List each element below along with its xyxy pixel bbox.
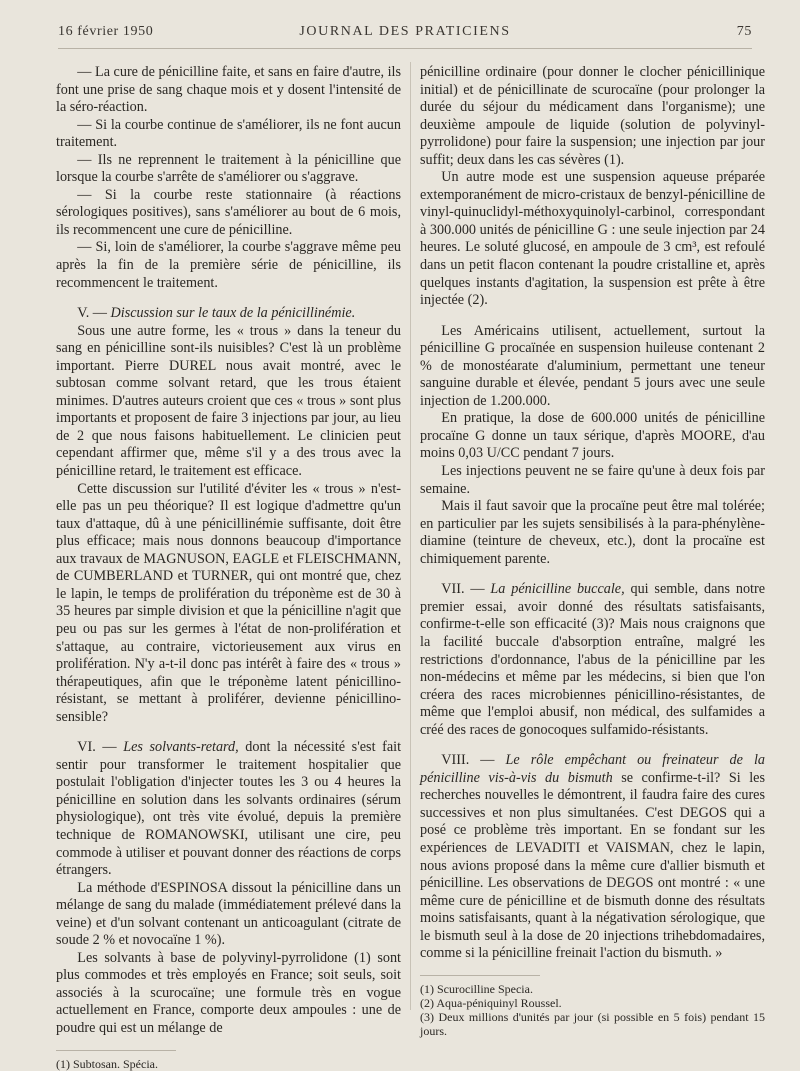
paragraph: — Si la courbe reste stationnaire (à réactions sérologiques positives), sans s'améliorer au bout de 6 mois, ils recommencent une cure de pénicilline. (56, 186, 401, 238)
header-journal-title: JOURNAL DES PRATICIENS (299, 24, 511, 39)
header-date: 16 février 1950 (58, 24, 154, 39)
section-number: VI. — (77, 739, 117, 756)
paragraph: Cette discussion sur l'utilité d'éviter les « trous » n'est-elle pas un peu théorique? Il est logique d'admettre qu'un taux d'attaque, dû à une pénicillinémie suffisante, doit être plus efficace; mais nous donnons beaucoup d'importance aux travaux de MAGNUSON, EAGLE et FLEISCHMANN, de CUMBERLAND et TURNER, qui ont montré que, chez le lapin, le temps de prolifération du tréponème est de 30 à 35 heures par simple division et que la pénicilline n'agit que peu ou pas sur les germes à l'état de non-prolifération et s'attaque, au contraire, victorieusement aux virus en prolifération. N'y a-t-il donc pas intérêt à faire des « trous » thérapeutiques, afin que le tréponème latent pénicillino-résistant, se mettant à proliférer, devienne pénicillino-sensible? (56, 480, 401, 725)
section-text: se confirme-t-il? Si les recherches nouvelles le démontrent, il faudra faire des cures successives et non plus simultanées. C'est DEGOS qui a posé ce problème très important. En se fondant sur les expériences de LEVADITI et VAISMAN, chez le lapin, nous avions proposé dans la même cure d'allier bismuth et pénicilline. Les observations de DEGOS ont montré : « une même cure de pénicilline et de bismuth donne des résultats moins satisfaisants, quant à la négativation sérologique, que le bismuth seul à la dose de 20 injections trihebdomadaires, comme si la pénicilline freinait l'action du bismuth. » (420, 769, 765, 962)
right-column (420, 64, 765, 1038)
paragraph: Un autre mode est une suspension aqueuse préparée extemporanément de micro-cristaux de benzyl-pénicilline de vinyl-quinuclidyl-méthoxyquinolyl-carbinol, correspondant à 300.000 unités de pénicilline G : une seule injection par 24 heures. Le soluté glucosé, en ampoule de 3 cm³, est refoulé dans un petit flacon contenant la poudre cristalline et, après quelques instants d'agitation, la suspension est prête à être injectée (2). (420, 169, 765, 309)
paragraph: Les injections peuvent ne se faire qu'une à deux fois par semaine. (420, 463, 765, 497)
section-title: Discussion sur le taux de la pénicillinémie. (110, 305, 356, 322)
paragraph: Les solvants à base de polyvinyl-pyrrolidone (1) sont plus commodes et très employés en France; soit seuls, soit associés à la scurocaïne; une formule très en vogue actuellement en France, comporte deux ampoules : une de poudre qui est un mélange de (56, 949, 401, 1036)
footnote: (2) Aqua-péniquinyl Roussel. (420, 995, 562, 1010)
section-text: qui semble, dans notre premier essai, avoir donné des résultats satisfaisants, confirme-t-elle son efficacité (3)? Mais nous craignons que la facilité buccale d'absorption entraîne, malgré les restrictions d'ordonnance, l'abus de la pénicilline par les non-médecins et même par les médecins, si bien que l'on créera des races microbiennes pénicillino-résistantes, de même que l'emploi abusif, non médical, des sulfamides a créé des races de gonocoques sulfamido-résistants. (420, 581, 766, 738)
footnote-rule (420, 975, 540, 976)
section-heading-v (56, 305, 401, 323)
section-vi (56, 739, 401, 879)
header-page-number: 75 (736, 24, 752, 39)
section-number: VIII. — (441, 752, 495, 769)
column-divider (410, 62, 411, 1010)
section-number: VII. — (441, 581, 485, 598)
paragraph: En pratique, la dose de 600.000 unités de pénicilline procaïne G donne un taux sérique, d'après MOORE, d'au moins 0,03 U/CC pendant 7 jours. (420, 410, 765, 462)
running-header (58, 20, 752, 46)
paragraph: La méthode d'ESPINOSA dissout la pénicilline dans un mélange de sang du malade (immédiatement prélevé dans la veine) et d'un solvant contenant un anticoagulant (citrate de soude 2 % et novocaïne 1 %). (56, 879, 401, 949)
paragraph: — Si la courbe continue de s'améliorer, ils ne font aucun traitement. (56, 116, 401, 151)
section-number: V. — (77, 305, 107, 322)
footnote-rule (56, 1050, 176, 1051)
paragraph: — Ils ne reprennent le traitement à la pénicilline que lorsque la courbe s'arrête de s'améliorer ou s'aggrave. (56, 151, 401, 186)
paragraph: Les Américains utilisent, actuellement, surtout la pénicilline G procaïnée en suspension huileuse contenant 2 % de monostéarate d'aluminium, permettant une teneur sanguine durable et élevée, pendant 5 jours avec une seule injection de 1.200.000. (420, 322, 765, 409)
footnote: (3) Deux millions d'unités par jour (si possible en 5 fois) pendant 15 jours. (420, 1009, 765, 1038)
paragraph: Mais il faut savoir que la procaïne peut être mal tolérée; en particulier par les sujets sensibilisés à la para-phénylène-diamine (teinture de cheveux, etc.), dont la procaïne est chimiquement parente. (420, 498, 765, 567)
paragraph: — Si, loin de s'améliorer, la courbe s'aggrave même peu après la fin de la première série de pénicilline, ils recommencent le traitement. (56, 239, 401, 291)
paragraph: — La cure de pénicilline faite, et sans en faire d'autre, ils font une prise de sang chaque mois et y dosent l'intensité de la séro-réaction. (56, 64, 401, 116)
section-title: La pénicilline buccale, (490, 581, 625, 598)
paragraph: Sous une autre forme, les « trous » dans la teneur du sang en pénicilline sont-ils nuisibles? C'est là un problème important. Pierre DUREL nous avait montré, avec le subtosan comme solvant retard, que les trous étaient minimes. D'autres auteurs croient que ces « trous » sont plus importants et proposent de faire 3 injections par jour, au lieu de 2 que nous faisons habituellement. Le clinicien peut cependant affirmer que, même s'il y a des trous avec la pénicilline retard, le traitement est efficace. (56, 322, 401, 480)
footnote: (1) Subtosan. Spécia. (56, 1056, 158, 1071)
footnote: (1) Scurocilline Specia. (420, 981, 533, 996)
header-rule (58, 48, 752, 49)
paragraph: pénicilline ordinaire (pour donner le clocher pénicillinique initial) et de pénicillinate de scurocaïne (pour prolonger la durée du séjour du médicament dans l'organisme); une deuxième ampoule de liquide (solution de polyvinyl-pyrrolidone) pour faire la suspension; une injection par jour suffit; deux dans les cas sévères (1). (420, 64, 765, 168)
section-title: Les solvants-retard, (123, 739, 239, 756)
section-text: dont la nécessité s'est fait sentir pour transformer le traitement hospitalier que postulait l'obligation d'injecter toutes les 3 ou 4 heures la pénicilline en solution dans les solvants ordinaires (sérum physiologique), ont très vite évolué, depuis la première technique de ROMANOWSKI, utilisant une cire, peu commode à utiliser et pouvant donner des réactions de corps étrangers. (56, 739, 402, 879)
section-vii (420, 581, 765, 739)
section-title: Le rôle empêchant ou freinateur de la pénicilline vis-à-vis du bismuth (420, 752, 766, 786)
section-viii (420, 752, 765, 963)
left-column (56, 64, 401, 1071)
